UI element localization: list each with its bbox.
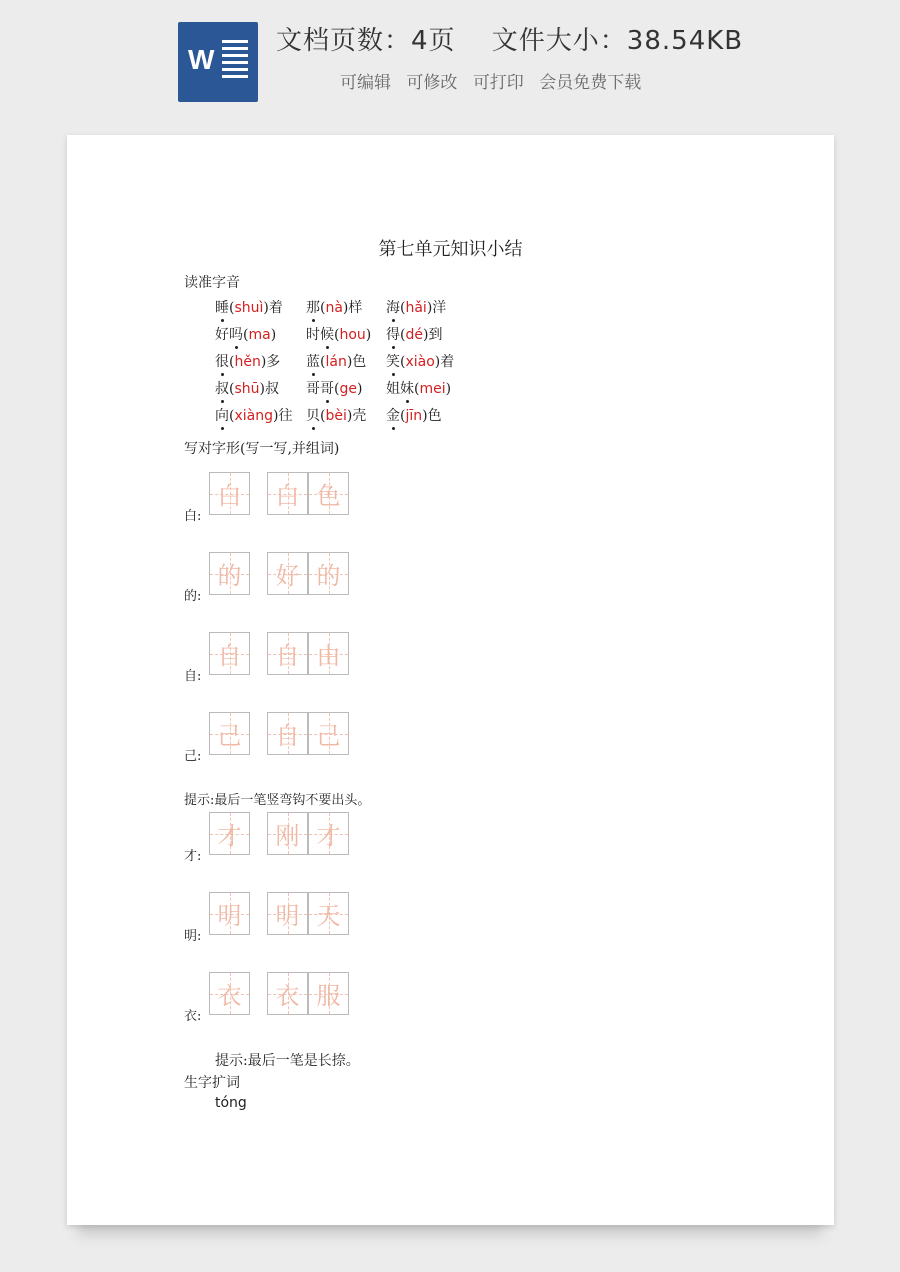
paren-close: ) bbox=[270, 327, 277, 343]
tian-grid-box bbox=[209, 552, 250, 595]
word-char: 好 bbox=[215, 327, 229, 343]
word-logo-lines bbox=[222, 40, 248, 82]
pinyin-reading: shū bbox=[234, 381, 260, 397]
pinyin-reading: jīn bbox=[405, 408, 423, 424]
grid-char: 白 bbox=[217, 482, 242, 510]
dotted-char: 吗 bbox=[229, 324, 243, 344]
grid-char: 由 bbox=[316, 642, 341, 670]
pinyin-word bbox=[215, 378, 279, 398]
paren-open: ( bbox=[229, 381, 235, 397]
tian-grid-box bbox=[267, 972, 308, 1015]
writing-grid-row bbox=[184, 892, 384, 942]
paren-open: ( bbox=[243, 327, 249, 343]
pinyin-tong: tóng bbox=[215, 1095, 247, 1111]
paren-open: ( bbox=[320, 300, 326, 316]
tian-grid-box bbox=[308, 632, 349, 675]
paren-open: ( bbox=[400, 327, 406, 343]
pinyin-word bbox=[215, 405, 292, 425]
dotted-char: 金 bbox=[386, 405, 400, 425]
grid-char: 衣 bbox=[275, 982, 300, 1010]
word-char: 多 bbox=[266, 354, 281, 370]
pinyin-word bbox=[386, 405, 442, 425]
grid-char: 天 bbox=[316, 902, 341, 930]
document-features bbox=[340, 68, 651, 93]
paren-close: ) bbox=[356, 381, 363, 397]
grid-label: 的: bbox=[184, 589, 202, 604]
pinyin-reading: hěn bbox=[234, 354, 261, 370]
dotted-char: 贝 bbox=[306, 405, 320, 425]
feature-printable: 可打印 bbox=[472, 73, 524, 93]
paren-close: ) bbox=[434, 354, 441, 370]
word-char: 姐 bbox=[386, 381, 400, 397]
dotted-char: 那 bbox=[306, 297, 320, 317]
grid-char: 衣 bbox=[217, 982, 242, 1010]
tip-long-stroke: 提示:最后一笔是长捺。 bbox=[215, 1053, 360, 1069]
dotted-char: 睡 bbox=[215, 297, 229, 317]
tian-grid-box bbox=[209, 892, 250, 935]
grid-char: 己 bbox=[217, 722, 242, 750]
paren-close: ) bbox=[445, 381, 452, 397]
paren-close: ) bbox=[422, 408, 428, 424]
grid-char: 好 bbox=[275, 562, 300, 590]
paren-close: ) bbox=[272, 408, 279, 424]
paren-open: ( bbox=[229, 300, 235, 316]
paren-close: ) bbox=[422, 327, 429, 343]
pinyin-word bbox=[215, 297, 283, 317]
tian-grid-box bbox=[308, 712, 349, 755]
word-char: 洋 bbox=[432, 300, 447, 316]
writing-grid-row bbox=[184, 812, 384, 862]
grid-char: 才 bbox=[217, 822, 242, 850]
pinyin-word bbox=[306, 405, 366, 425]
grid-char: 服 bbox=[316, 982, 341, 1010]
dotted-char: 蓝 bbox=[306, 351, 320, 371]
word-document-icon bbox=[178, 22, 258, 102]
grid-label: 明: bbox=[184, 929, 202, 944]
grid-label: 自: bbox=[184, 669, 202, 684]
dotted-char: 很 bbox=[215, 351, 229, 371]
paren-close: ) bbox=[346, 408, 353, 424]
grid-char: 自 bbox=[217, 642, 242, 670]
grid-label: 白: bbox=[184, 509, 202, 524]
paren-open: ( bbox=[334, 327, 340, 343]
pinyin-reading: ge bbox=[339, 381, 357, 397]
writing-grid-row bbox=[184, 712, 384, 762]
pinyin-reading: hou bbox=[339, 327, 366, 343]
paren-open: ( bbox=[334, 381, 340, 397]
grid-char: 自 bbox=[275, 642, 300, 670]
word-char: 色 bbox=[352, 354, 367, 370]
grid-char: 的 bbox=[316, 562, 341, 590]
dotted-char: 叔 bbox=[215, 378, 229, 398]
grid-char: 才 bbox=[316, 822, 341, 850]
feature-editable: 可编辑 bbox=[340, 73, 391, 93]
pinyin-reading: mei bbox=[419, 381, 446, 397]
paren-close: ) bbox=[260, 354, 267, 370]
document-info-title: 文档页数：4页 文件大小：38.54KB bbox=[276, 26, 744, 56]
grid-char: 的 bbox=[217, 562, 242, 590]
paren-open: ( bbox=[414, 381, 420, 397]
paren-close: ) bbox=[426, 300, 433, 316]
tian-grid-box bbox=[267, 712, 308, 755]
grid-char: 自 bbox=[275, 722, 300, 750]
writing-grid-row bbox=[184, 972, 384, 1022]
tian-grid-box bbox=[267, 812, 308, 855]
grid-char: 白 bbox=[275, 482, 300, 510]
writing-grid-row bbox=[184, 632, 384, 682]
pinyin-reading: nà bbox=[325, 300, 343, 316]
dotted-char: 候 bbox=[320, 324, 334, 344]
pinyin-reading: hǎi bbox=[405, 300, 427, 316]
pinyin-reading: ma bbox=[248, 327, 271, 343]
word-char: 壳 bbox=[352, 408, 367, 424]
tian-grid-box bbox=[209, 712, 250, 755]
dotted-char: 妹 bbox=[400, 378, 414, 398]
paren-open: ( bbox=[400, 408, 406, 424]
tian-grid-box bbox=[308, 972, 349, 1015]
document-content bbox=[67, 135, 834, 1225]
pinyin-reading: xiàng bbox=[234, 408, 273, 424]
pinyin-reading: shuì bbox=[234, 300, 264, 316]
feature-member-free-download: 会员免费下载 bbox=[539, 73, 642, 93]
grid-char: 明 bbox=[275, 902, 300, 930]
word-char: 色 bbox=[427, 408, 442, 424]
pinyin-reading: dé bbox=[405, 327, 423, 343]
feature-modifiable: 可修改 bbox=[406, 73, 458, 93]
word-char: 往 bbox=[278, 408, 293, 424]
paren-close: ) bbox=[259, 381, 265, 397]
pinyin-reading: bèi bbox=[325, 408, 347, 424]
word-char: 到 bbox=[428, 327, 443, 343]
paren-open: ( bbox=[400, 354, 406, 370]
word-char: 时 bbox=[306, 327, 320, 343]
word-logo-letter: W bbox=[188, 44, 215, 75]
tian-grid-box bbox=[267, 472, 308, 515]
pinyin-word bbox=[215, 324, 276, 344]
dotted-char: 笑 bbox=[386, 351, 400, 371]
section-read-pronunciation: 读准字音 bbox=[184, 275, 240, 291]
pinyin-reading: lán bbox=[325, 354, 347, 370]
tip-vertical-hook: 提示:最后一笔竖弯钩不要出头。 bbox=[184, 793, 371, 808]
grid-char: 明 bbox=[217, 902, 242, 930]
dotted-char: 得 bbox=[386, 324, 400, 344]
word-char: 着 bbox=[440, 354, 455, 370]
grid-label: 己: bbox=[184, 749, 202, 764]
paren-close: ) bbox=[365, 327, 372, 343]
tian-grid-box bbox=[308, 472, 349, 515]
document-page bbox=[67, 135, 834, 1225]
tian-grid-box bbox=[308, 552, 349, 595]
word-char: 着 bbox=[268, 300, 283, 316]
grid-char: 刚 bbox=[275, 822, 300, 850]
paren-open: ( bbox=[320, 408, 326, 424]
pinyin-word bbox=[306, 378, 362, 398]
section-word-expansion: 生字扩词 bbox=[184, 1075, 240, 1091]
paren-open: ( bbox=[320, 354, 326, 370]
dotted-char: 海 bbox=[386, 297, 400, 317]
section-write-characters: 写对字形(写一写,并组词) bbox=[184, 441, 340, 457]
word-char: 哥 bbox=[306, 381, 320, 397]
tian-grid-box bbox=[308, 812, 349, 855]
pinyin-reading: xiào bbox=[405, 354, 435, 370]
writing-grid-row bbox=[184, 472, 384, 522]
tian-grid-box bbox=[267, 632, 308, 675]
paren-open: ( bbox=[400, 300, 406, 316]
paren-close: ) bbox=[342, 300, 349, 316]
pinyin-word bbox=[386, 297, 446, 317]
tian-grid-box bbox=[209, 972, 250, 1015]
dotted-char: 哥 bbox=[320, 378, 334, 398]
pinyin-word bbox=[386, 324, 442, 344]
grid-char: 色 bbox=[316, 482, 341, 510]
paren-open: ( bbox=[229, 354, 235, 370]
grid-label: 才: bbox=[184, 849, 202, 864]
paren-close: ) bbox=[263, 300, 269, 316]
word-char: 样 bbox=[348, 300, 363, 316]
tian-grid-box bbox=[267, 892, 308, 935]
pinyin-word bbox=[306, 351, 366, 371]
pinyin-word bbox=[306, 297, 362, 317]
tian-grid-box bbox=[209, 812, 250, 855]
pinyin-word bbox=[215, 351, 280, 371]
word-char: 叔 bbox=[264, 381, 279, 397]
tian-grid-box bbox=[209, 472, 250, 515]
paren-open: ( bbox=[229, 408, 235, 424]
header-banner bbox=[0, 0, 900, 120]
tian-grid-box bbox=[209, 632, 250, 675]
pinyin-word bbox=[386, 351, 454, 371]
dotted-char: 向 bbox=[215, 405, 229, 425]
document-title: 第七单元知识小结 bbox=[378, 239, 523, 260]
grid-label: 衣: bbox=[184, 1009, 202, 1024]
writing-grid-row bbox=[184, 552, 384, 602]
pinyin-word bbox=[386, 378, 451, 398]
paren-close: ) bbox=[346, 354, 353, 370]
pinyin-word bbox=[306, 324, 371, 344]
grid-char: 己 bbox=[316, 722, 341, 750]
tian-grid-box bbox=[308, 892, 349, 935]
tian-grid-box bbox=[267, 552, 308, 595]
